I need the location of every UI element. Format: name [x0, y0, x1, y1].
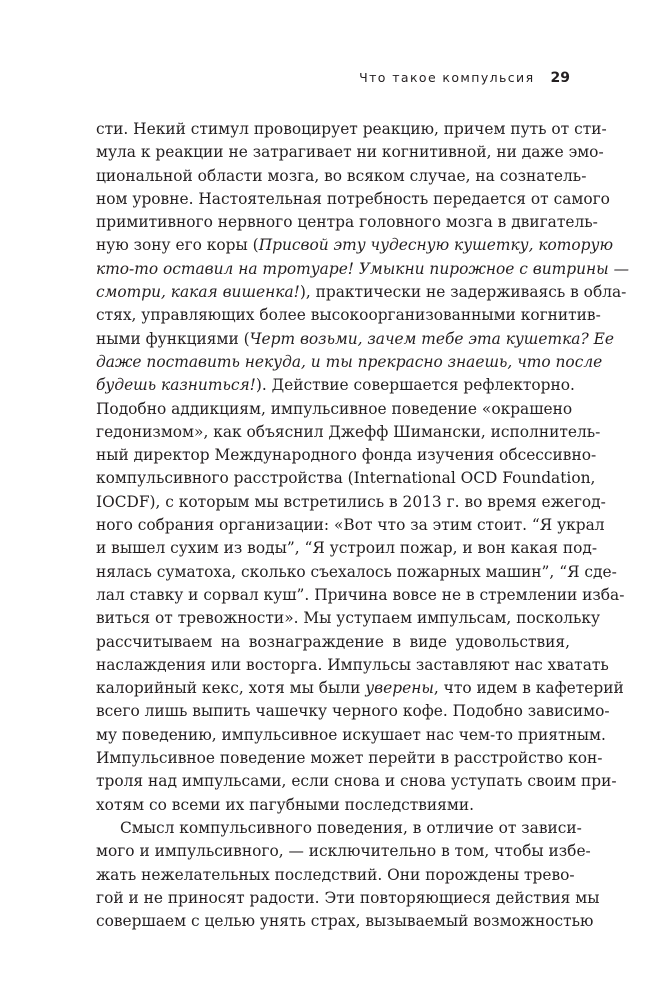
text-segment: наслаждения или восторга. Импульсы заставляют нас хватать [96, 655, 609, 674]
text-line [96, 794, 570, 817]
text-segment: и вышел сухим из воды”, “Я устроил пожар, и вон какая под- [96, 539, 598, 558]
italic-text: смотри, какая вишенка! [96, 283, 300, 302]
text-line [96, 141, 604, 164]
text-line [96, 304, 601, 327]
text-line [96, 910, 594, 933]
text-segment: лал ставку и сорвал куш”. Причина вовсе не в стремлении изба- [96, 585, 625, 604]
text-segment: ном уровне. Настоятельная потребность передается от самого [96, 189, 610, 208]
text-line [96, 351, 603, 374]
text-segment: ного собрания организации: «Вот что за этим стоит. “Я украл [96, 516, 605, 535]
text-segment: виться от тревожности». Мы уступаем импульсам, поскольку [96, 609, 601, 628]
text-segment: сти. Некий стимул провоцирует реакцию, причем путь от сти- [96, 120, 607, 138]
text-segment: , что идем в кафетерий [433, 679, 624, 698]
text-line [96, 188, 610, 211]
text-line [96, 118, 607, 141]
text-segment: гой и не приносят радости. Эти повторяющиеся действия мы [96, 888, 600, 907]
text-line [96, 281, 627, 304]
text-segment: Импульсивное поведение может перейти в расстройство кон- [96, 749, 603, 768]
italic-text: уверены [365, 679, 434, 698]
text-line [96, 421, 601, 444]
text-line [96, 864, 575, 887]
text-line [96, 514, 605, 537]
text-segment: компульсивного расстройства (International OCD Foundation, [96, 469, 596, 488]
chapter-title: Что такое компульсия [359, 70, 535, 85]
italic-text: будешь казниться! [96, 376, 256, 395]
text-segment: мого и импульсивного, — исключительно в том, чтобы избе- [96, 842, 591, 861]
text-segment: мула к реакции не затрагивает ни когнитивной, ни даже эмо- [96, 143, 604, 162]
text-segment: ). Действие совершается рефлекторно. [255, 376, 575, 395]
body-text [96, 118, 629, 933]
text-line [96, 700, 610, 723]
text-segment: нялась суматоха, сколько съехалось пожарных машин”, “Я сде- [96, 562, 617, 581]
text-segment: стях, управляющих более высокоорганизованными когнитив- [96, 306, 601, 325]
text-line [96, 561, 617, 584]
text-line [96, 770, 617, 793]
text-segment: ными функциями ( [96, 329, 250, 348]
paragraph [96, 817, 600, 933]
text-segment: ), практически не задерживаясь в обла- [299, 283, 627, 302]
text-line [96, 654, 609, 677]
text-segment: Смысл компульсивного поведения, в отличие от зависи- [120, 818, 582, 837]
paragraph [96, 118, 629, 817]
text-line [96, 584, 625, 607]
text-segment: жать нежелательных последствий. Они порождены трево- [96, 865, 575, 884]
text-line [96, 328, 614, 351]
text-line [96, 677, 624, 700]
text-segment: совершаем с целью унять страх, вызываемый возможностью [96, 912, 594, 931]
text-segment: ную зону его коры ( [96, 236, 259, 255]
italic-text: Черт возьми, зачем тебе эта кушетка? Ее [249, 329, 614, 348]
italic-text: Присвой эту чудесную кушетку, которую [258, 236, 613, 255]
text-segment: IOCDF), с которым мы встретились в 2013 г. во время ежегод- [96, 492, 606, 511]
running-head [359, 70, 570, 90]
text-segment: всего лишь выпить чашечку черного кофе. Подобно зависимо- [96, 702, 610, 721]
text-segment: рассчитываем на вознаграждение в виде удовольствия, [96, 632, 570, 651]
italic-text: кто-то оставил на тротуаре! Умыкни пирожное с витрины — [96, 259, 629, 278]
text-line [96, 491, 606, 514]
text-segment: ный директор Международного фонда изучения обсессивно- [96, 446, 597, 465]
text-line [96, 211, 598, 234]
text-line [96, 537, 598, 560]
text-segment: Подобно аддикциям, импульсивное поведение «окрашено [96, 399, 573, 418]
text-line [96, 165, 587, 188]
text-line [96, 234, 613, 257]
text-line [96, 724, 606, 747]
text-line [96, 258, 629, 281]
text-segment: му поведению, импульсивное искушает нас чем-то приятным. [96, 725, 606, 744]
italic-text: даже поставить некуда, и ты прекрасно знаешь, что после [96, 352, 603, 371]
text-segment: циональной области мозга, во всяком случае, на сознатель- [96, 166, 587, 185]
text-line [96, 374, 575, 397]
text-segment: примитивного нервного центра головного мозга в двигатель- [96, 213, 598, 232]
page-number: 29 [550, 70, 570, 86]
text-line [96, 631, 570, 654]
text-line [96, 398, 573, 421]
text-line [96, 467, 596, 490]
text-line [96, 840, 591, 863]
text-line [96, 607, 601, 630]
text-line [96, 444, 597, 467]
text-line [96, 887, 600, 910]
text-segment: гедонизмом», как объяснил Джефф Шимански, исполнитель- [96, 422, 601, 441]
text-segment: хотям со всеми их пагубными последствиями. [96, 795, 474, 814]
text-line [96, 747, 603, 770]
text-line [96, 817, 582, 840]
text-segment: калорийный кекс, хотя мы были [96, 679, 366, 698]
text-segment: троля над импульсами, если снова и снова уступать своим при- [96, 772, 617, 791]
